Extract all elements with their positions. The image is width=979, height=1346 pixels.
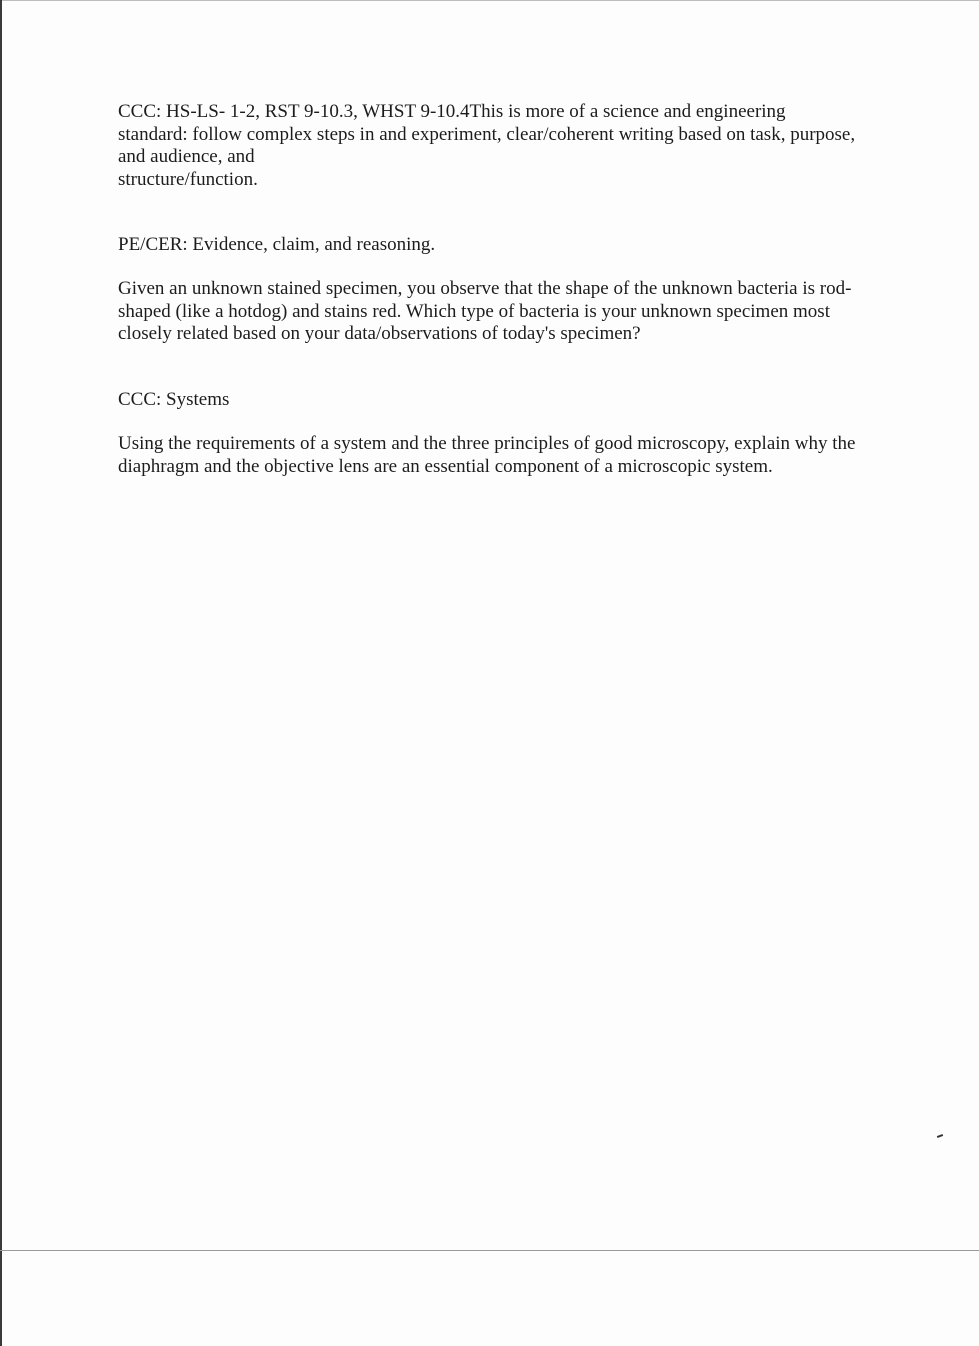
systems-question-paragraph xyxy=(118,433,878,478)
systems-question-line-1: Using the requirements of a system and the three principles of good microscopy, explain why the xyxy=(118,433,856,454)
ccc-standards-line-3: and audience, and xyxy=(118,146,255,167)
stray-pen-mark xyxy=(937,1134,943,1138)
ccc-standards-line-1: CCC: HS-LS- 1-2, RST 9-10.3, WHST 9-10.4This is more of a science and engineering xyxy=(118,101,786,122)
ccc-systems-heading xyxy=(118,389,878,412)
page-bottom-edge xyxy=(0,1250,979,1251)
systems-question-line-2: diaphragm and the objective lens are an essential component of a microscopic system. xyxy=(118,455,773,477)
ccc-standards-paragraph xyxy=(118,101,878,191)
bacteria-question-line-3: closely related based on your data/observations of today's specimen? xyxy=(118,323,641,344)
ccc-systems-text: CCC: Systems xyxy=(118,389,230,410)
pe-cer-text: PE/CER: Evidence, claim, and reasoning. xyxy=(118,234,436,255)
bacteria-question-paragraph xyxy=(118,278,878,346)
ccc-standards-line-2: standard: follow complex steps in and experiment, clear/coherent writing based on task, purpose, xyxy=(118,123,856,145)
ccc-standards-line-4: structure/function. xyxy=(118,168,258,190)
page-top-edge xyxy=(0,0,979,1)
bacteria-question-line-1: Given an unknown stained specimen, you observe that the shape of the unknown bacteria is rod- xyxy=(118,278,852,299)
page-left-edge xyxy=(0,0,2,1346)
bacteria-question-line-2: shaped (like a hotdog) and stains red. Which type of bacteria is your unknown specimen most xyxy=(118,300,830,322)
pe-cer-heading xyxy=(118,234,878,257)
